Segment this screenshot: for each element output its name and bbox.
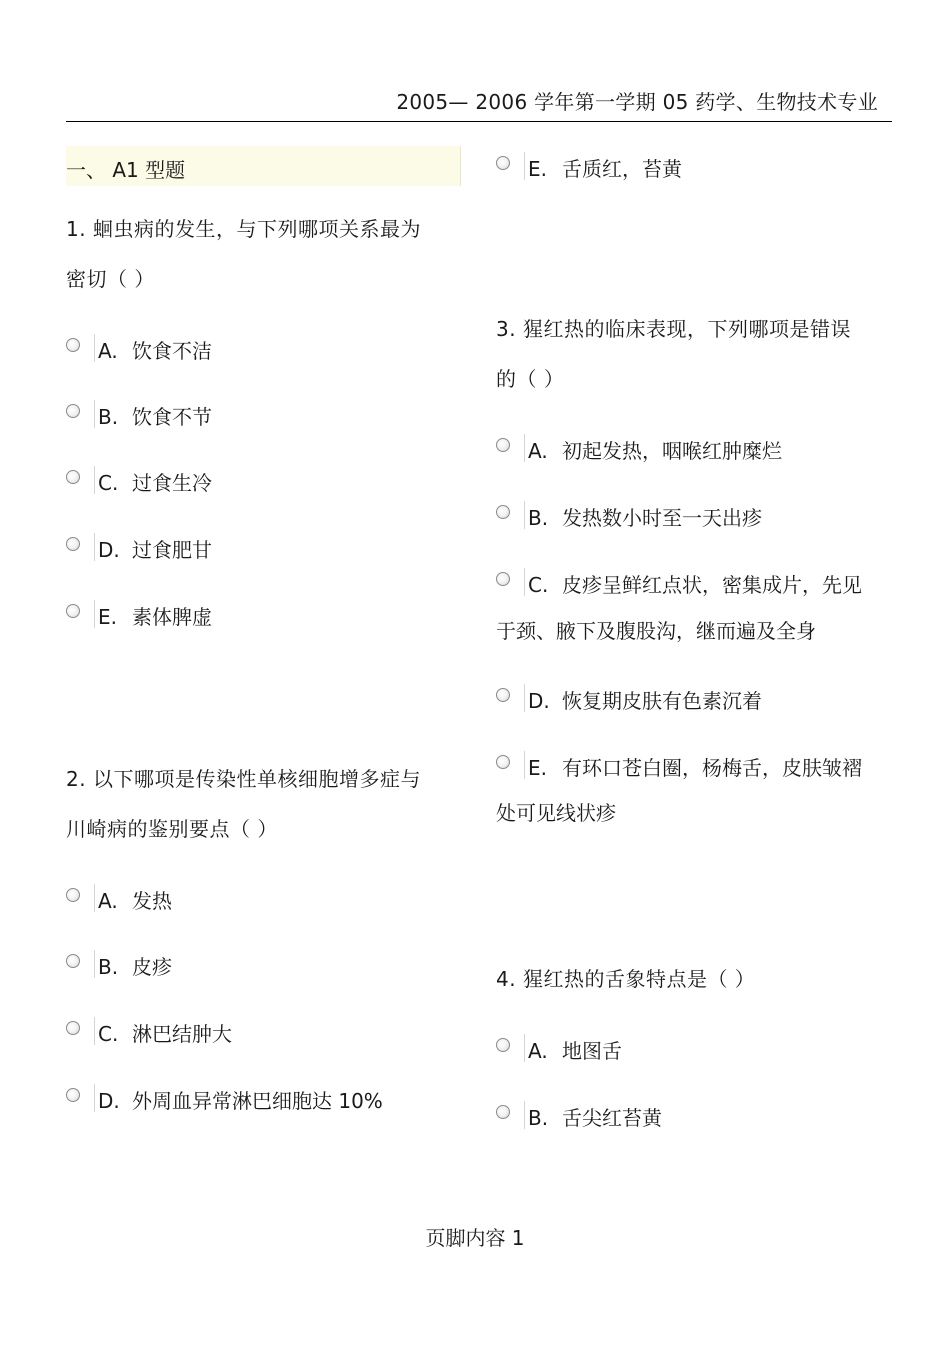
option-label: A. 饮食不洁 (98, 339, 212, 363)
option-label: B. 发热数小时至一天出疹 (528, 506, 762, 530)
option-label: A. 地图舌 (528, 1039, 622, 1063)
question-2-text-line1: 2. 以下哪项是传染性单核细胞增多症与 (66, 767, 421, 791)
question-1-option-a[interactable] (66, 334, 456, 374)
question-3-option-e-continuation: 处可见线状疹 (496, 801, 616, 825)
question-1-option-c[interactable] (66, 466, 456, 506)
question-3-text-line1: 3. 猩红热的临床表现，下列哪项是错误 (496, 317, 851, 341)
question-4-text: 4. 猩红热的舌象特点是（ ） (496, 967, 756, 991)
option-divider (524, 751, 525, 779)
page-footer: 页脚内容 1 (425, 1226, 525, 1250)
option-label: C. 淋巴结肿大 (98, 1022, 232, 1046)
option-divider (94, 884, 95, 912)
option-divider (524, 152, 525, 180)
question-3-option-b[interactable] (496, 501, 886, 541)
radio-button-icon[interactable] (66, 404, 80, 418)
radio-button-icon[interactable] (496, 438, 510, 452)
option-label: D. 恢复期皮肤有色素沉着 (528, 689, 762, 713)
option-label: D. 外周血异常淋巴细胞达 10% (98, 1089, 383, 1113)
option-divider (94, 600, 95, 628)
question-1-text-line2: 密切（ ） (66, 267, 155, 291)
question-1-option-e[interactable] (66, 600, 456, 640)
question-2-option-e[interactable] (496, 152, 886, 192)
option-label: A. 发热 (98, 889, 172, 913)
radio-button-icon[interactable] (66, 1088, 80, 1102)
radio-button-icon[interactable] (66, 470, 80, 484)
option-divider (94, 533, 95, 561)
option-label: B. 舌尖红苔黄 (528, 1106, 662, 1130)
option-divider (524, 434, 525, 462)
question-2-option-d[interactable] (66, 1084, 456, 1124)
question-3-option-c-continuation: 于颈、腋下及腹股沟，继而遍及全身 (496, 619, 816, 643)
radio-button-icon[interactable] (496, 505, 510, 519)
option-label: A. 初起发热，咽喉红肿糜烂 (528, 439, 782, 463)
radio-button-icon[interactable] (66, 1021, 80, 1035)
question-2-text-line2: 川崎病的鉴别要点（ ） (66, 817, 278, 841)
radio-button-icon[interactable] (496, 1105, 510, 1119)
section-heading-bar (66, 146, 461, 186)
option-label: D. 过食肥甘 (98, 538, 212, 562)
radio-button-icon[interactable] (496, 156, 510, 170)
question-3-option-e[interactable] (496, 751, 886, 791)
option-divider (94, 466, 95, 494)
question-4-option-b[interactable] (496, 1101, 886, 1141)
option-divider (94, 950, 95, 978)
radio-button-icon[interactable] (66, 537, 80, 551)
radio-button-icon[interactable] (66, 338, 80, 352)
option-label: B. 饮食不节 (98, 405, 212, 429)
option-label: C. 过食生冷 (98, 471, 212, 495)
question-1-option-b[interactable] (66, 400, 456, 440)
question-3-option-c[interactable] (496, 568, 886, 608)
page-header-title: 2005— 2006 学年第一学期 05 药学、生物技术专业 (396, 90, 878, 114)
section-title: 一、 A1 型题 (66, 158, 186, 182)
radio-button-icon[interactable] (496, 1038, 510, 1052)
radio-button-icon[interactable] (496, 755, 510, 769)
question-4-option-a[interactable] (496, 1034, 886, 1074)
option-label: E. 有环口苍白圈，杨梅舌，皮肤皱褶 (528, 756, 862, 780)
question-3-option-d[interactable] (496, 684, 886, 724)
radio-button-icon[interactable] (66, 954, 80, 968)
question-2-option-a[interactable] (66, 884, 456, 924)
question-2-option-b[interactable] (66, 950, 456, 990)
option-divider (94, 1017, 95, 1045)
question-3-text-line2: 的（ ） (496, 367, 565, 391)
option-label: E. 舌质红，苔黄 (528, 157, 682, 181)
radio-button-icon[interactable] (66, 604, 80, 618)
option-divider (524, 501, 525, 529)
question-3-option-a[interactable] (496, 434, 886, 474)
radio-button-icon[interactable] (66, 888, 80, 902)
option-divider (94, 1084, 95, 1112)
header-divider (66, 121, 892, 122)
option-label: C. 皮疹呈鲜红点状，密集成片，先见 (528, 573, 862, 597)
question-1-text-line1: 1. 蛔虫病的发生，与下列哪项关系最为 (66, 217, 421, 241)
question-2-option-c[interactable] (66, 1017, 456, 1057)
option-divider (94, 334, 95, 362)
option-divider (524, 1034, 525, 1062)
option-divider (524, 568, 525, 596)
radio-button-icon[interactable] (496, 688, 510, 702)
question-1-option-d[interactable] (66, 533, 456, 573)
option-divider (524, 1101, 525, 1129)
option-label: E. 素体脾虚 (98, 605, 212, 629)
option-label: B. 皮疹 (98, 955, 172, 979)
option-divider (94, 400, 95, 428)
radio-button-icon[interactable] (496, 572, 510, 586)
option-divider (524, 684, 525, 712)
